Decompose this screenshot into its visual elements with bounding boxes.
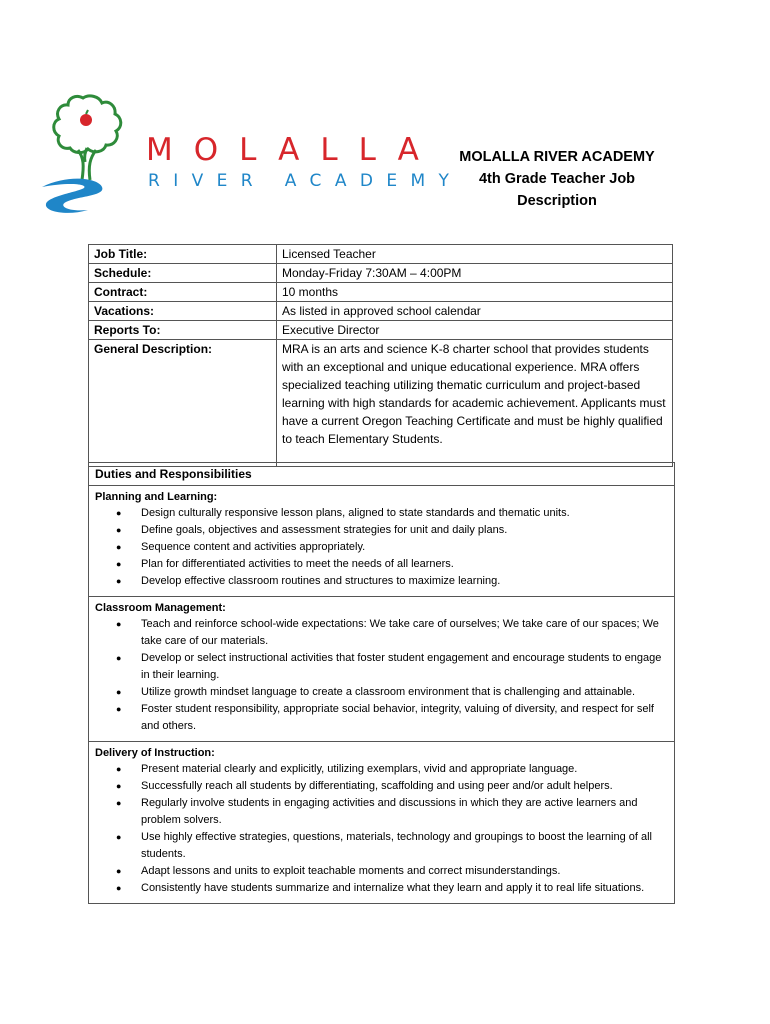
bullet-list [95,761,668,897]
general-description-text: MRA is an arts and science K-8 charter school that provides students with an exceptional and unique educational experience. MRA offers specialized teaching utilizing thematic curriculum and project-based learning with high standards for academic achievement. Applicants must have a current Oregon Teaching Certificate and must be highly qualified to teach Elementary Students. [277,340,673,467]
list-item: ● Teach and reinforce school-wide expectations: We take care of ourselves; We take care of our spaces; We take care of our materials. [141,616,668,650]
row-value: Licensed Teacher [277,245,673,264]
classroom-management-section [89,597,674,742]
duties-section [88,462,675,904]
section-title: Classroom Management: [95,602,226,614]
list-item: ● Design culturally responsive lesson plans, aligned to state standards and thematic units. [141,505,668,522]
list-item: ● Develop or select instructional activities that foster student engagement and encourage students to engage in their learning. [141,650,668,684]
document-title [442,146,672,212]
list-item: ● Consistently have students summarize and internalize what they learn and apply it to real life situations. [141,880,668,897]
title-line-position: 4th Grade Teacher Job [478,171,636,187]
list-item: ● Regularly involve students in engaging activities and discussions in which they are active learners and problem solvers. [141,795,668,829]
row-value: As listed in approved school calendar [277,302,673,321]
table-row [89,283,673,302]
table-row [89,321,673,340]
row-label: Schedule: [89,264,277,283]
job-info-table [88,244,673,467]
logo-wordmark-molalla: MOLALLA [146,132,440,168]
school-logo [38,92,463,222]
section-title: Planning and Learning: [95,491,218,503]
row-value: 10 months [277,283,673,302]
table-row [89,245,673,264]
list-item: ● Present material clearly and explicitly, utilizing exemplars, vivid and appropriate language. [141,761,668,778]
row-value: Monday-Friday 7:30AM – 4:00PM [277,264,673,283]
tree-river-logo-icon [38,92,138,217]
list-item: ● Successfully reach all students by differentiating, scaffolding and using peer and/or adult helpers. [141,778,668,795]
list-item: ● Adapt lessons and units to exploit teachable moments and correct misunderstandings. [141,863,668,880]
duties-heading: Duties and Responsibilities [89,462,674,486]
row-label: Contract: [89,283,277,302]
section-title: Delivery of Instruction: [95,747,215,759]
list-item: ● Sequence content and activities appropriately. [141,539,668,556]
list-item: ● Define goals, objectives and assessment strategies for unit and daily plans. [141,522,668,539]
table-row [89,264,673,283]
list-item: ● Plan for differentiated activities to meet the needs of all learners. [141,556,668,573]
bullet-list [95,505,668,590]
logo-wordmark-river-academy: RIVER ACADEMY [148,171,463,191]
delivery-of-instruction-section [89,742,674,903]
row-label: General Description: [89,340,277,467]
list-item: ● Foster student responsibility, appropriate social behavior, integrity, valuing of diversity, and respect for self and others. [141,701,668,735]
row-label: Job Title: [89,245,277,264]
table-row [89,340,673,467]
list-item: ● Use highly effective strategies, questions, materials, technology and groupings to boost the learning of all students. [141,829,668,863]
list-item: ● Utilize growth mindset language to create a classroom environment that is challenging and attainable. [141,684,668,701]
title-line-description: Description [517,193,597,209]
row-label: Reports To: [89,321,277,340]
list-item: ● Develop effective classroom routines and structures to maximize learning. [141,573,668,590]
row-value: Executive Director [277,321,673,340]
table-row [89,302,673,321]
planning-learning-section [89,486,674,597]
bullet-list [95,616,668,735]
row-label: Vacations: [89,302,277,321]
title-line-school: MOLALLA RIVER ACADEMY [459,149,655,165]
